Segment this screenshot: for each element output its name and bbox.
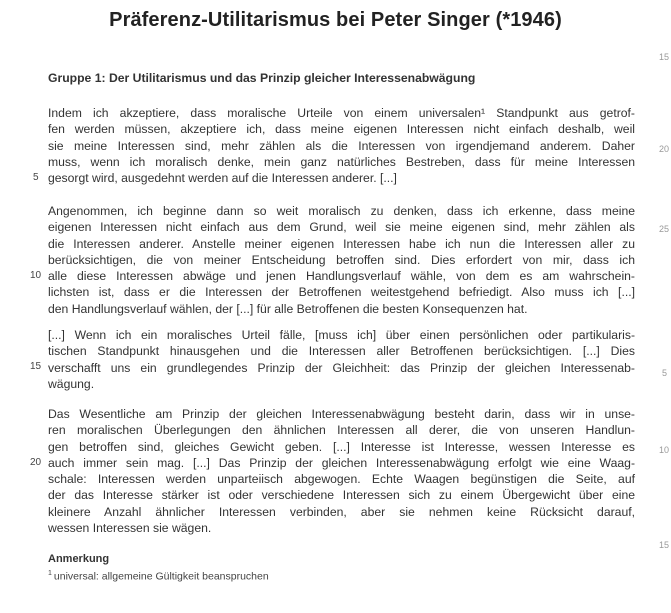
paragraph-line: verschafft uns ein grundlegendes Prinzip der Gleichheit: das Prinzip der gleichen Interessenab- [48, 360, 635, 375]
paragraph-line: tischen Standpunkt hinausgehen und die Interessen aller Betroffenen berücksichtigen. [...] Dies [48, 344, 635, 359]
paragraph-line: wessen Interessen sie wägen. [48, 521, 212, 536]
line-number: 10 [30, 270, 42, 281]
paragraph-2 [48, 203, 635, 317]
section-heading: Gruppe 1: Der Utilitarismus und das Prinzip gleicher Interessenabwägung [48, 71, 476, 85]
paragraph-line: Das Wesentliche am Prinzip der gleichen Interessenabwägung besteht darin, dass wir in unse- [48, 407, 635, 421]
margin-number: 15 [659, 52, 670, 62]
footnote-text: universal: allgemeine Gültigkeit beanspruchen [53, 570, 269, 583]
paragraph-line: [...] Wenn ich ein moralisches Urteil fälle, [muss ich] über einen persönlichen oder partikularis- [48, 328, 635, 342]
paragraph-line: Angenommen, ich beginne dann so weit moralisch zu denken, dass ich erkenne, dass meine [48, 204, 635, 218]
paragraph-line: muss, wenn ich moralisch denke, mein ganz natürliches Bestreben, dass für meine Interessen [48, 154, 635, 169]
margin-number: 20 [659, 144, 670, 154]
footnote-marker: 1 [48, 570, 52, 577]
paragraph-line: eigenen Interessen nicht einfach aus dem Grund, weil sie meine eigenen sind, mehr zählen als [48, 220, 635, 235]
paragraph-line: auch immer sein mag. [...] Das Prinzip der gleichen Interessenabwägung erfolgt wie eine Waag- [48, 455, 635, 470]
paragraph-line: gesorgt wird, ausgedehnt werden auf die Interessen anderer. [...] [48, 171, 397, 186]
paragraph-line: gen betroffen sind, gleiches Gewicht geben. [...] Interesse ist Interesse, wessen Interesse es [48, 439, 635, 454]
margin-number: 10 [659, 445, 670, 455]
paragraph-line: alle diese Interessen abwäge und jenen Handlungsverlauf wähle, von dem es am wahrschein- [48, 269, 635, 284]
paragraph-1 [48, 105, 635, 186]
page-title: Präferenz-Utilitarismus bei Peter Singer (*1946) [109, 9, 562, 31]
paragraph-line: Indem ich akzeptiere, dass moralische Urteile von einem universalen¹ Standpunkt aus getrof- [48, 106, 635, 120]
paragraph-line: sie meine Interessen sind, mehr zählen als die Interessen von irgendjemand anderem. Daher [48, 138, 635, 153]
paragraph-line: wägung. [48, 376, 95, 391]
paragraph-line: ren moralischen Überlegungen den ähnlichen Interessen all derer, die von unseren Handlun- [48, 423, 635, 438]
note-heading: Anmerkung [48, 553, 110, 565]
paragraph-line: schale: Interessen werden unparteiisch abgewogen. Echte Waagen begünstigen die Seite, auf [48, 472, 635, 487]
paragraph-4 [48, 406, 635, 536]
paragraph-line: fen werden müssen, akzeptiere ich, dass meine eigenen Interessen nicht einfach deshalb, weil [48, 122, 635, 137]
margin-number: 5 [662, 368, 668, 378]
paragraph-line: der das Interesse stärker ist oder verschiedene Interessen sich zu einem Übergewicht über eine [48, 488, 635, 503]
paragraph-line: den Handlungsverlauf wählen, der [...] für alle Betroffenen die besten Konsequenzen hat. [48, 301, 528, 316]
paragraph-line: berücksichtigen, die von meiner Entscheidung betroffen sind. Dies erfordert von mir, dass ich [48, 252, 635, 267]
margin-number: 15 [659, 540, 670, 550]
footnote [48, 570, 269, 583]
paragraph-3 [48, 327, 635, 392]
line-number: 20 [30, 457, 42, 468]
line-number: 5 [33, 172, 39, 183]
margin-number: 25 [659, 224, 670, 234]
paragraph-line: die Interessen anderer. Anstelle meiner eigenen Interessen habe ich nun die Interessen aller zu [48, 236, 635, 251]
line-number: 15 [30, 361, 42, 372]
paragraph-line: lichsten ist, dass er die Interessen der Betroffenen weitestgehend befriedigt. Also muss ich [...] [48, 285, 635, 300]
paragraph-line: kleinere Anzahl ähnlicher Interessen verbinden, aber sie nehmen keine Rücksicht darauf, [48, 504, 635, 519]
